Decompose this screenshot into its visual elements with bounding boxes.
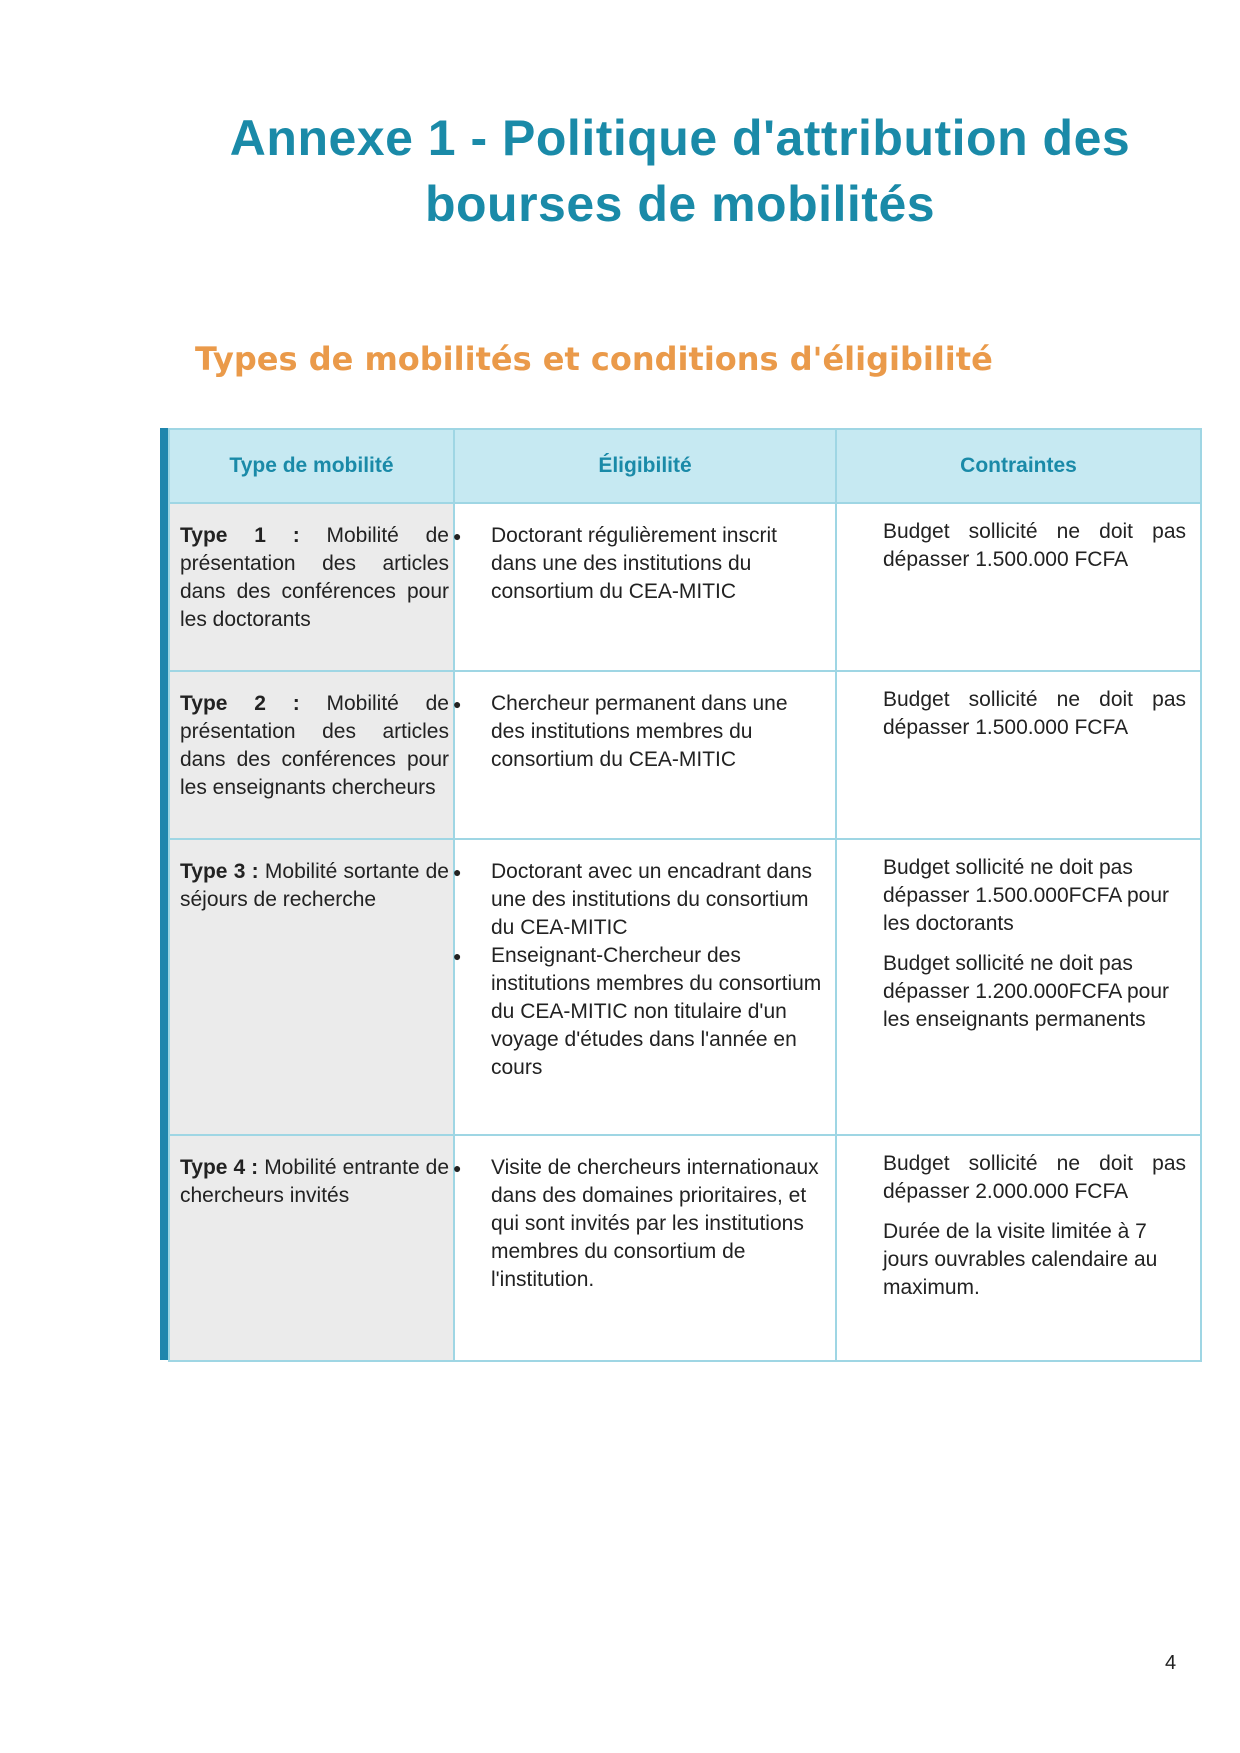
constraint-text: Budget sollicité ne doit pas dépasser 1.200.000FCFA pour les enseignants permanents: [883, 952, 1170, 1031]
table-row: [169, 1135, 1201, 1361]
header-constraints: Contraintes: [836, 429, 1201, 503]
eligibility-item: ● Visite de chercheurs internationaux dans des domaines prioritaires, et qui sont invités par les institutions membres du consortium de l'institution.: [491, 1154, 825, 1294]
header-eligibility: Éligibilité: [454, 429, 836, 503]
type-label: Type 3 :: [180, 860, 265, 883]
type-description: Mobilité sortante de séjours de recherche: [180, 860, 449, 911]
table-header-row: [169, 429, 1201, 503]
eligibility-item: ● Doctorant avec un encadrant dans une des institutions du consortium du CEA-MITIC: [491, 858, 825, 942]
table-accent-bar: [160, 428, 168, 1360]
eligibility-cell: [454, 1135, 836, 1361]
constraint-text: Durée de la visite limitée à 7 jours ouvrables calendaire au maximum.: [883, 1220, 1158, 1299]
eligibility-cell: [454, 839, 836, 1135]
type-description: Mobilité entrante de chercheurs invités: [180, 1156, 449, 1207]
constraint-text: Budget sollicité ne doit pas dépasser 2.000.000 FCFA: [883, 1152, 1186, 1203]
eligibility-item: ● Doctorant régulièrement inscrit dans une des institutions du consortium du CEA-MITIC: [491, 522, 825, 606]
type-cell: [169, 839, 454, 1135]
header-type: Type de mobilité: [169, 429, 454, 503]
constraints-cell: [836, 839, 1201, 1135]
page-title-line-2: bourses de mobilités: [424, 176, 936, 232]
page-title: [180, 105, 1180, 237]
eligibility-item: ● Chercheur permanent dans une des institutions membres du consortium du CEA-MITIC: [491, 690, 825, 774]
table-row: [169, 503, 1201, 671]
constraint-text: Budget sollicité ne doit pas dépasser 1.500.000FCFA pour les doctorants: [883, 856, 1170, 935]
constraints-cell: [836, 503, 1201, 671]
table-row: [169, 839, 1201, 1135]
section-subtitle: Types de mobilités et conditions d'éligibilité: [195, 340, 993, 378]
type-cell: [169, 503, 454, 671]
eligibility-item: ● Enseignant-Chercheur des institutions membres du consortium du CEA-MITIC non titulaire d'un voyage d'études dans l'année en cours: [491, 942, 825, 1082]
eligibility-cell: [454, 671, 836, 839]
type-cell: [169, 671, 454, 839]
constraint-text: Budget sollicité ne doit pas dépasser 1.500.000 FCFA: [883, 520, 1186, 571]
type-description: Mobilité de présentation des articles dans des conférences pour les enseignants chercheurs: [180, 692, 449, 799]
type-cell: [169, 1135, 454, 1361]
page-title-line-1: Annexe 1 - Politique d'attribution des: [229, 110, 1131, 166]
constraints-cell: [836, 671, 1201, 839]
mobility-table: [168, 428, 1202, 1362]
constraints-cell: [836, 1135, 1201, 1361]
type-description: Mobilité de présentation des articles dans des conférences pour les doctorants: [180, 524, 449, 631]
table-row: [169, 671, 1201, 839]
type-label: Type 1 :: [180, 524, 327, 547]
type-label: Type 4 :: [180, 1156, 265, 1179]
constraint-text: Budget sollicité ne doit pas dépasser 1.500.000 FCFA: [883, 688, 1186, 739]
eligibility-cell: [454, 503, 836, 671]
page-number: 4: [1165, 1652, 1177, 1674]
type-label: Type 2 :: [180, 692, 327, 715]
